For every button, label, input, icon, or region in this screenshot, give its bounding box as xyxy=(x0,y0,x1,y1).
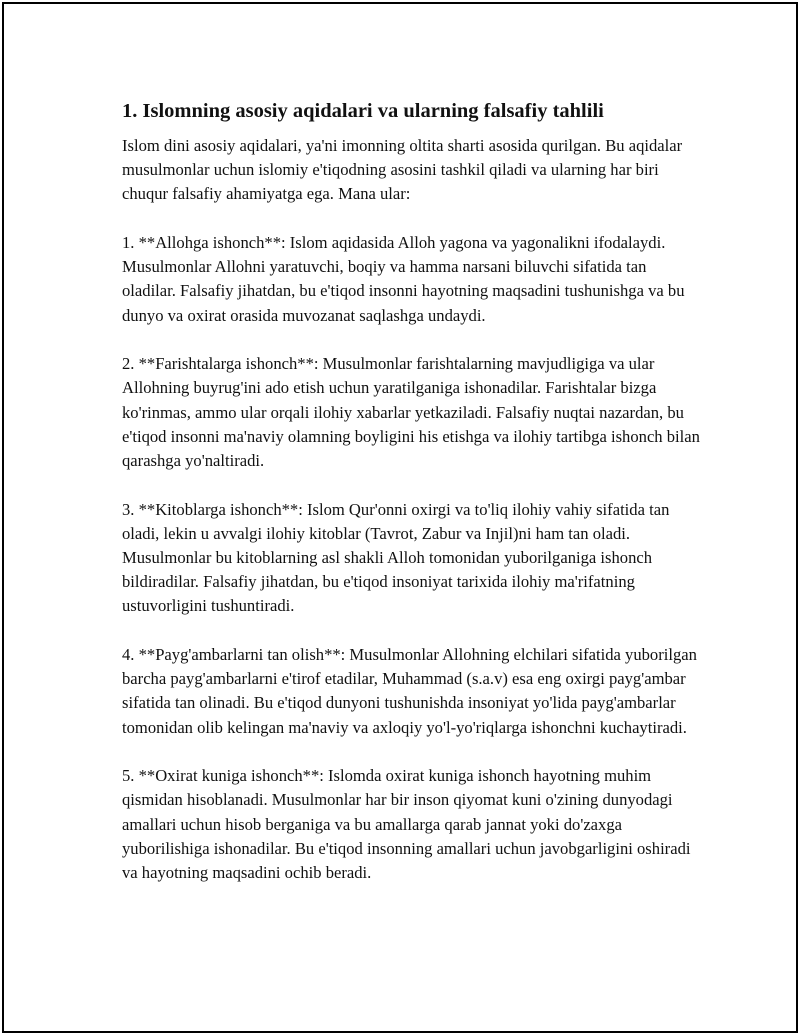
paragraph-oxirat-kuniga-ishonch: 5. **Oxirat kuniga ishonch**: Islomda oxirat kuniga ishonch hayotning muhim qismidan hisoblanadi. Musulmonlar har bir inson qiyomat kuni o'zining dunyodagi amallari uchun hisob berganiga va bu amallarga qarab jannat yoki do'zaxga yuborilishiga ishonadilar. Bu e'tiqod insonning amallari uchun javobgarligini oshiradi va hayotning maqsadini ochib beradi. xyxy=(122,766,691,883)
paragraph-paygambarlarni-tan-olish: 4. **Payg'ambarlarni tan olish**: Musulmonlar Allohning elchilari sifatida yuborilgan barcha payg'ambarlarni e'tirof etadilar, Muhammad (s.a.v) esa eng oxirgi payg'ambar sifatida tan olinadi. Bu e'tiqod dunyoni tushunishda insoniyat yo'lida payg'ambarlar tomonidan olib kelingan ma'naviy va axloqiy yo'l-yo'riqlarga ishonchni kuchaytiradi. xyxy=(122,645,697,737)
intro-paragraph: Islom dini asosiy aqidalari, ya'ni imonning oltita sharti asosida qurilgan. Bu aqidalar musulmonlar uchun islomiy e'tiqodning asosini tashkil qiladi va ularning har biri chuqur falsafiy ahamiyatga ega. Mana ular: xyxy=(122,136,683,204)
document-body xyxy=(122,98,702,910)
paragraph-kitoblarga-ishonch: 3. **Kitoblarga ishonch**: Islom Qur'onni oxirgi va to'liq ilohiy vahiy sifatida tan oladi, lekin u avvalgi ilohiy kitoblar (Tavrot, Zabur va Injil)ni ham tan oladi. Musulmonlar bu kitoblarning asl shakli Alloh tomonidan yuborilganiga ishonch bildiradilar. Falsafiy jihatdan, bu e'tiqod insoniyat tarixida ilohiy ma'rifatning ustuvorligini tushuntiradi. xyxy=(122,499,670,616)
document-heading: 1. Islomning asosiy aqidalari va ularning falsafiy tahlili xyxy=(122,100,604,122)
page-frame xyxy=(2,2,798,1033)
paragraph-allohga-ishonch: 1. **Allohga ishonch**: Islom aqidasida Alloh yagona va yagonalikni ifodalaydi. Musulmonlar Allohni yaratuvchi, boqiy va hamma narsani biluvchi sifatida tan oladilar. Falsafiy jihatdan, bu e'tiqod insonni hayotning maqsadini tushunishga va bu dunyo va oxirat orasida muvozanat saqlashga undaydi. xyxy=(122,233,685,325)
paragraph-farishtalarga-ishonch: 2. **Farishtalarga ishonch**: Musulmonlar farishtalarning mavjudligiga va ular Allohning buyrug'ini ado etish uchun yaratilganiga ishonadilar. Farishtalar bizga ko'rinmas, ammo ular orqali ilohiy xabarlar yetkaziladi. Falsafiy nuqtai nazardan, bu e'tiqod insonni ma'naviy olamning boyligini his etishga va ilohiy tartibga ishonch bilan qarashga yo'naltiradi. xyxy=(122,354,700,471)
